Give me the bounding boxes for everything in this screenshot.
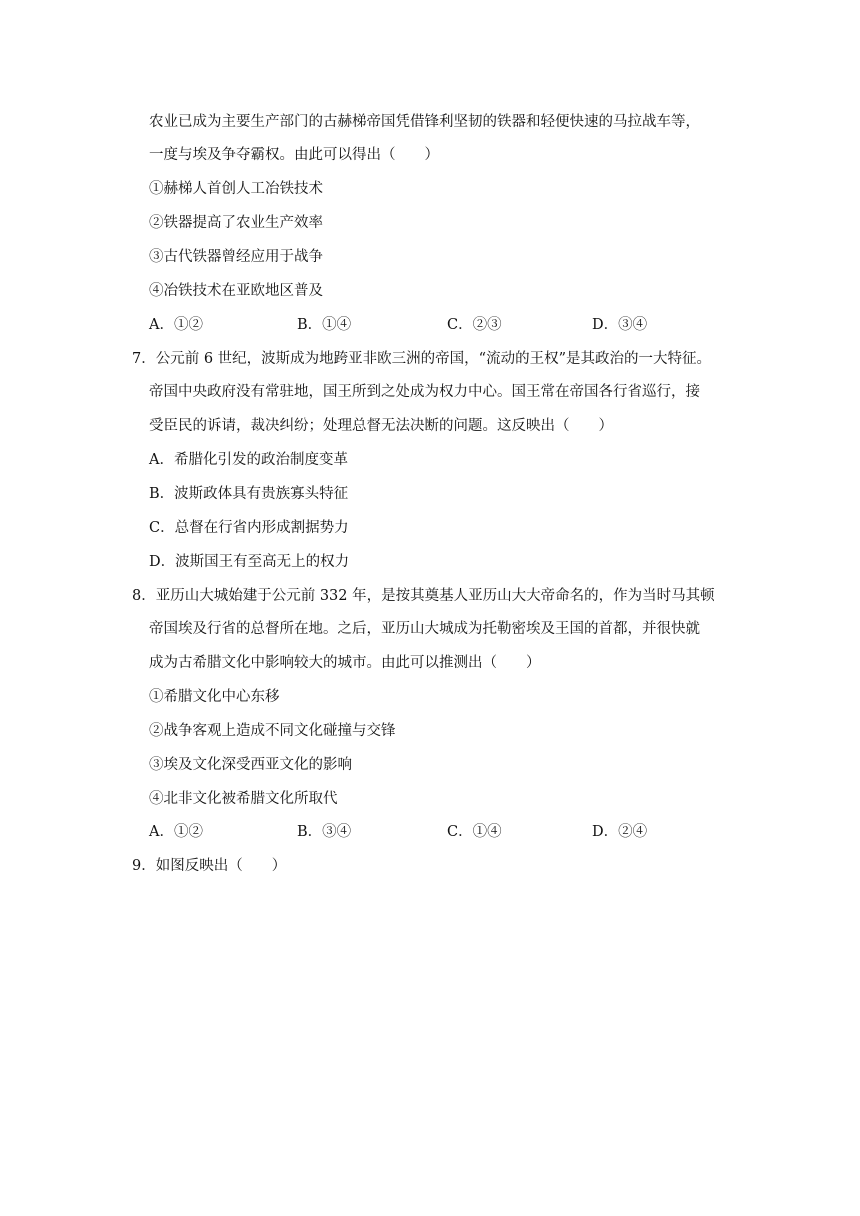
q8-stem-line-2: 帝国埃及行省的总督所在地。之后，亚历山大城成为托勒密埃及王国的首都，并很快就 — [149, 621, 700, 637]
q6-option-d[interactable]: D．③④ — [592, 317, 648, 333]
q7-option-d[interactable]: D．波斯国王有至高无上的权力 — [149, 554, 350, 570]
q8-stem-line-3: 成为古希腊文化中影响较大的城市。由此可以推测出（ ） — [149, 655, 541, 671]
q6-statement-3: ③古代铁器曾经应用于战争 — [149, 249, 323, 265]
q6-option-c[interactable]: C．②③ — [447, 317, 502, 333]
q6-option-b[interactable]: B．①④ — [297, 317, 352, 333]
q8-statement-3: ③埃及文化深受西亚文化的影响 — [149, 757, 352, 773]
q6-statement-1: ①赫梯人首创人工冶铁技术 — [149, 181, 323, 197]
q7-stem-line-3: 受臣民的诉请，裁决纠纷；处理总督无法决断的问题。这反映出（ ） — [149, 418, 613, 434]
q7-option-b[interactable]: B．波斯政体具有贵族寡头特征 — [149, 486, 349, 502]
q6-statement-4: ④冶铁技术在亚欧地区普及 — [149, 283, 323, 299]
q8-statement-1: ①希腊文化中心东移 — [149, 689, 280, 705]
q7-stem-line-2: 帝国中央政府没有常驻地，国王所到之处成为权力中心。国王常在帝国各行省巡行，接 — [149, 384, 700, 400]
q8-statement-2: ②战争客观上造成不同文化碰撞与交锋 — [149, 723, 396, 739]
q6-options — [149, 315, 749, 335]
q8-option-b[interactable]: B．③④ — [297, 824, 352, 840]
q8-options — [149, 822, 749, 842]
q6-stem-line-1: 农业已成为主要生产部门的古赫梯帝国凭借锋利坚韧的铁器和轻便快速的马拉战车等， — [149, 114, 700, 130]
q9-stem: 9．如图反映出（ ） — [132, 858, 287, 874]
q8-option-d[interactable]: D．②④ — [592, 824, 648, 840]
q7-option-a[interactable]: A．希腊化引发的政治制度变革 — [149, 452, 348, 468]
q8-statement-4: ④北非文化被希腊文化所取代 — [149, 791, 338, 807]
q8-option-c[interactable]: C．①④ — [447, 824, 502, 840]
q6-option-a[interactable]: A．①② — [149, 317, 203, 333]
q7-stem-line-1: 7．公元前 6 世纪，波斯成为地跨亚非欧三洲的帝国，“流动的王权”是其政治的一大特征。 — [132, 351, 711, 367]
q8-option-a[interactable]: A．①② — [149, 824, 203, 840]
q6-stem-line-2: 一度与埃及争夺霸权。由此可以得出（ ） — [149, 147, 439, 163]
q7-option-c[interactable]: C．总督在行省内形成割据势力 — [149, 520, 349, 536]
q6-statement-2: ②铁器提高了农业生产效率 — [149, 215, 323, 231]
q8-stem-line-1: 8．亚历山大城始建于公元前 332 年，是按其奠基人亚历山大大帝命名的，作为当时马其顿 — [132, 588, 715, 604]
